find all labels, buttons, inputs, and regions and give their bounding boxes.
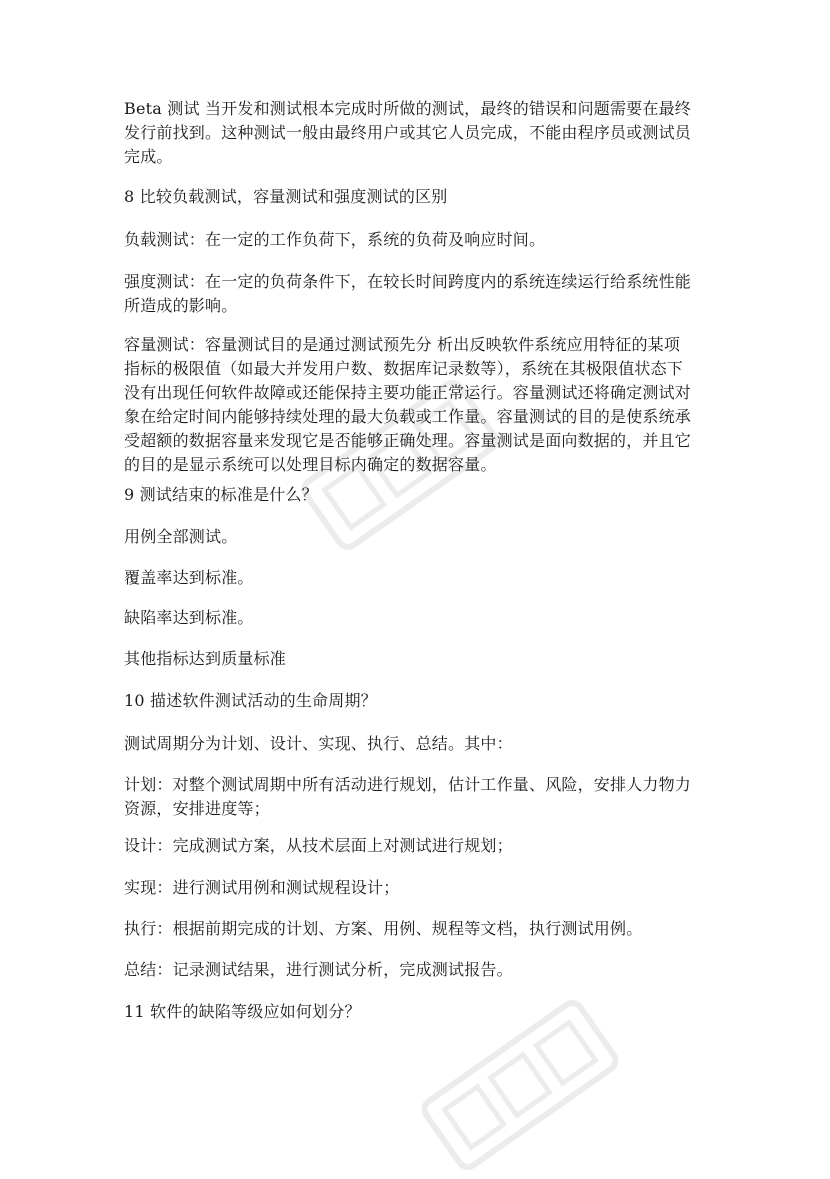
text-line: 负载测试：在一定的工作负荷下，系统的负荷及响应时间。 [124, 230, 546, 249]
text-line: 没有出现任何软件故障或还能保持主要功能正常运行。容量测试还将确定测试对 [124, 383, 692, 402]
text-line: 设计：完成测试方案，从技术层面上对测试进行规划； [124, 836, 513, 855]
text-line: 执行：根据前期完成的计划、方案、用例、规程等文档，执行测试用例。 [124, 919, 643, 938]
section-heading-q8 [124, 185, 714, 209]
text-line: 用例全部测试。 [124, 527, 238, 546]
paragraph-load-test [124, 228, 714, 252]
text-line: 实现：进行测试用例和测试规程设计； [124, 878, 400, 897]
section-heading-q9 [124, 483, 714, 507]
text-line: 10 描述软件测试活动的生命周期？ [124, 691, 377, 710]
text-line: 其他指标达到质量标准 [124, 649, 287, 668]
paragraph-volume-test [124, 333, 714, 477]
list-item-end-criteria [124, 525, 714, 549]
paragraph-stress-test [124, 270, 714, 318]
text-line: 11 软件的缺陷等级应如何划分？ [124, 1002, 361, 1021]
text-line: 发行前找到。这种测试一般由最终用户或其它人员完成，不能由程序员或测试员 [124, 123, 692, 142]
text-line: 8 比较负载测试，容量测试和强度测试的区别 [124, 187, 448, 206]
text-line: 完成。 [124, 147, 173, 166]
paragraph-lifecycle-plan [124, 773, 714, 821]
text-line: 强度测试：在一定的负荷条件下，在较长时间跨度内的系统连续运行给系统性能 [124, 272, 692, 291]
section-heading-q11 [124, 1000, 714, 1024]
text-line: 总结：记录测试结果，进行测试分析，完成测试报告。 [124, 960, 513, 979]
text-line: 容量测试：容量测试目的是通过测试预先分 析出反映软件系统应用特征的某项 [124, 335, 681, 354]
text-line: 9 测试结束的标准是什么？ [124, 485, 318, 504]
paragraph-lifecycle-design [124, 834, 714, 858]
text-line: Beta 测试 当开发和测试根本完成时所做的测试，最终的错误和问题需要在最终 [124, 99, 691, 118]
text-line: 受超额的数据容量来发现它是否能够正确处理。容量测试是面向数据的，并且它 [124, 431, 692, 450]
text-line: 的目的是显示系统可以处理目标内确定的数据容量。 [124, 455, 497, 474]
paragraph-lifecycle-implement [124, 876, 714, 900]
paragraph-beta-test [124, 97, 714, 169]
list-item-end-criteria [124, 566, 714, 590]
text-line: 覆盖率达到标准。 [124, 568, 254, 587]
paragraph-lifecycle-summary [124, 958, 714, 982]
text-line: 缺陷率达到标准。 [124, 608, 254, 627]
text-line: 象在给定时间内能够持续处理的最大负载或工作量。容量测试的目的是使系统承 [124, 407, 692, 426]
section-heading-q10 [124, 689, 714, 713]
text-line: 测试周期分为计划、设计、实现、执行、总结。其中： [124, 734, 513, 753]
text-line: 指标的极限值（如最大并发用户数、数据库记录数等），系统在其极限值状态下 [124, 359, 684, 378]
list-item-end-criteria [124, 647, 714, 671]
text-line: 计划：对整个测试周期中所有活动进行规划，估计工作量、风险，安排人力物力 [124, 775, 692, 794]
text-line: 资源，安排进度等； [124, 799, 270, 818]
paragraph-lifecycle-intro [124, 732, 714, 756]
text-line: 所造成的影响。 [124, 296, 238, 315]
list-item-end-criteria [124, 606, 714, 630]
paragraph-lifecycle-execute [124, 917, 714, 941]
